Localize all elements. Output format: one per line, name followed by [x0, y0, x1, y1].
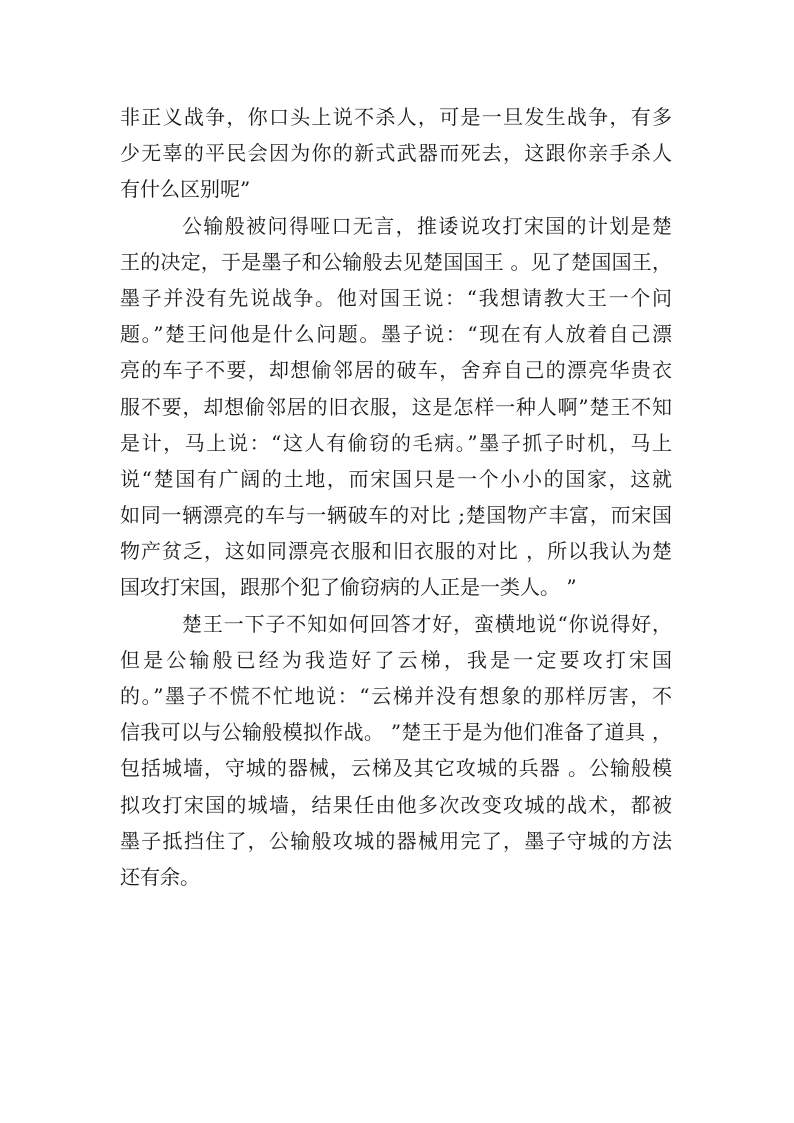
text-line: 王的决定，于是墨子和公输般去见楚国国王 。见了楚国国王， [120, 249, 672, 274]
text-line: 题。”楚王问他是什么问题。墨子说：“现在有人放着自己漂 [120, 322, 672, 347]
text-line: 如同一辆漂亮的车与一辆破车的对比 ;楚国物产丰富，而宋国 [120, 503, 672, 528]
text-line: 信我可以与公输般模拟作战。 ”楚王于是为他们准备了道具 ， [120, 720, 672, 745]
text-line: 亮的车子不要，却想偷邻居的破车，舍弃自己的漂亮华贵衣 [120, 358, 672, 383]
text-line: 墨子抵挡住了，公输般攻城的器械用完了，墨子守城的方法 [120, 828, 672, 853]
text-line: 但是公输般已经为我造好了云梯，我是一定要攻打宋国 [120, 647, 672, 672]
paragraph-3 [120, 606, 672, 896]
text-line: 楚王一下子不知如何回答才好，蛮横地说“你说得好， [182, 611, 672, 636]
text-line: 公输般被问得哑口无言，推诿说攻打宋国的计划是楚 [182, 213, 672, 238]
text-line: 少无辜的平民会因为你的新式武器而死去，这跟你亲手杀人 [120, 141, 672, 166]
text-line: 是计，马上说：“这人有偷窃的毛病。”墨子抓子时机，马上 [120, 430, 672, 455]
text-line: 物产贫乏，这如同漂亮衣服和旧衣服的对比 ，所以我认为楚 [120, 539, 672, 564]
text-line: 服不要，却想偷邻居的旧衣服，这是怎样一种人啊”楚王不知 [120, 394, 672, 419]
text-line: 非正义战争，你口头上说不杀人，可是一旦发生战争，有多 [120, 105, 672, 129]
body-text [120, 99, 672, 895]
paragraph-1 [120, 99, 672, 208]
text-line: 说“楚国有广阔的土地，而宋国只是一个小小的国家，这就 [120, 466, 672, 491]
paragraph-2 [120, 208, 672, 606]
text-line: 的。”墨子不慌不忙地说：“云梯并没有想象的那样厉害，不 [120, 684, 672, 708]
text-line: 国攻打宋国，跟那个犯了偷窃病的人正是一类人。 ” [120, 575, 577, 600]
text-line: 有什么区别呢” [120, 177, 251, 202]
text-line: 拟攻打宋国的城墙，结果任由他多次改变攻城的战术，都被 [120, 792, 672, 817]
text-line: 还有余。 [120, 864, 200, 889]
text-line: 包括城墙，守城的器械，云梯及其它攻城的兵器 。公输般模 [120, 756, 672, 781]
text-line: 墨子并没有先说战争。他对国王说：“我想请教大王一个问 [120, 285, 672, 310]
